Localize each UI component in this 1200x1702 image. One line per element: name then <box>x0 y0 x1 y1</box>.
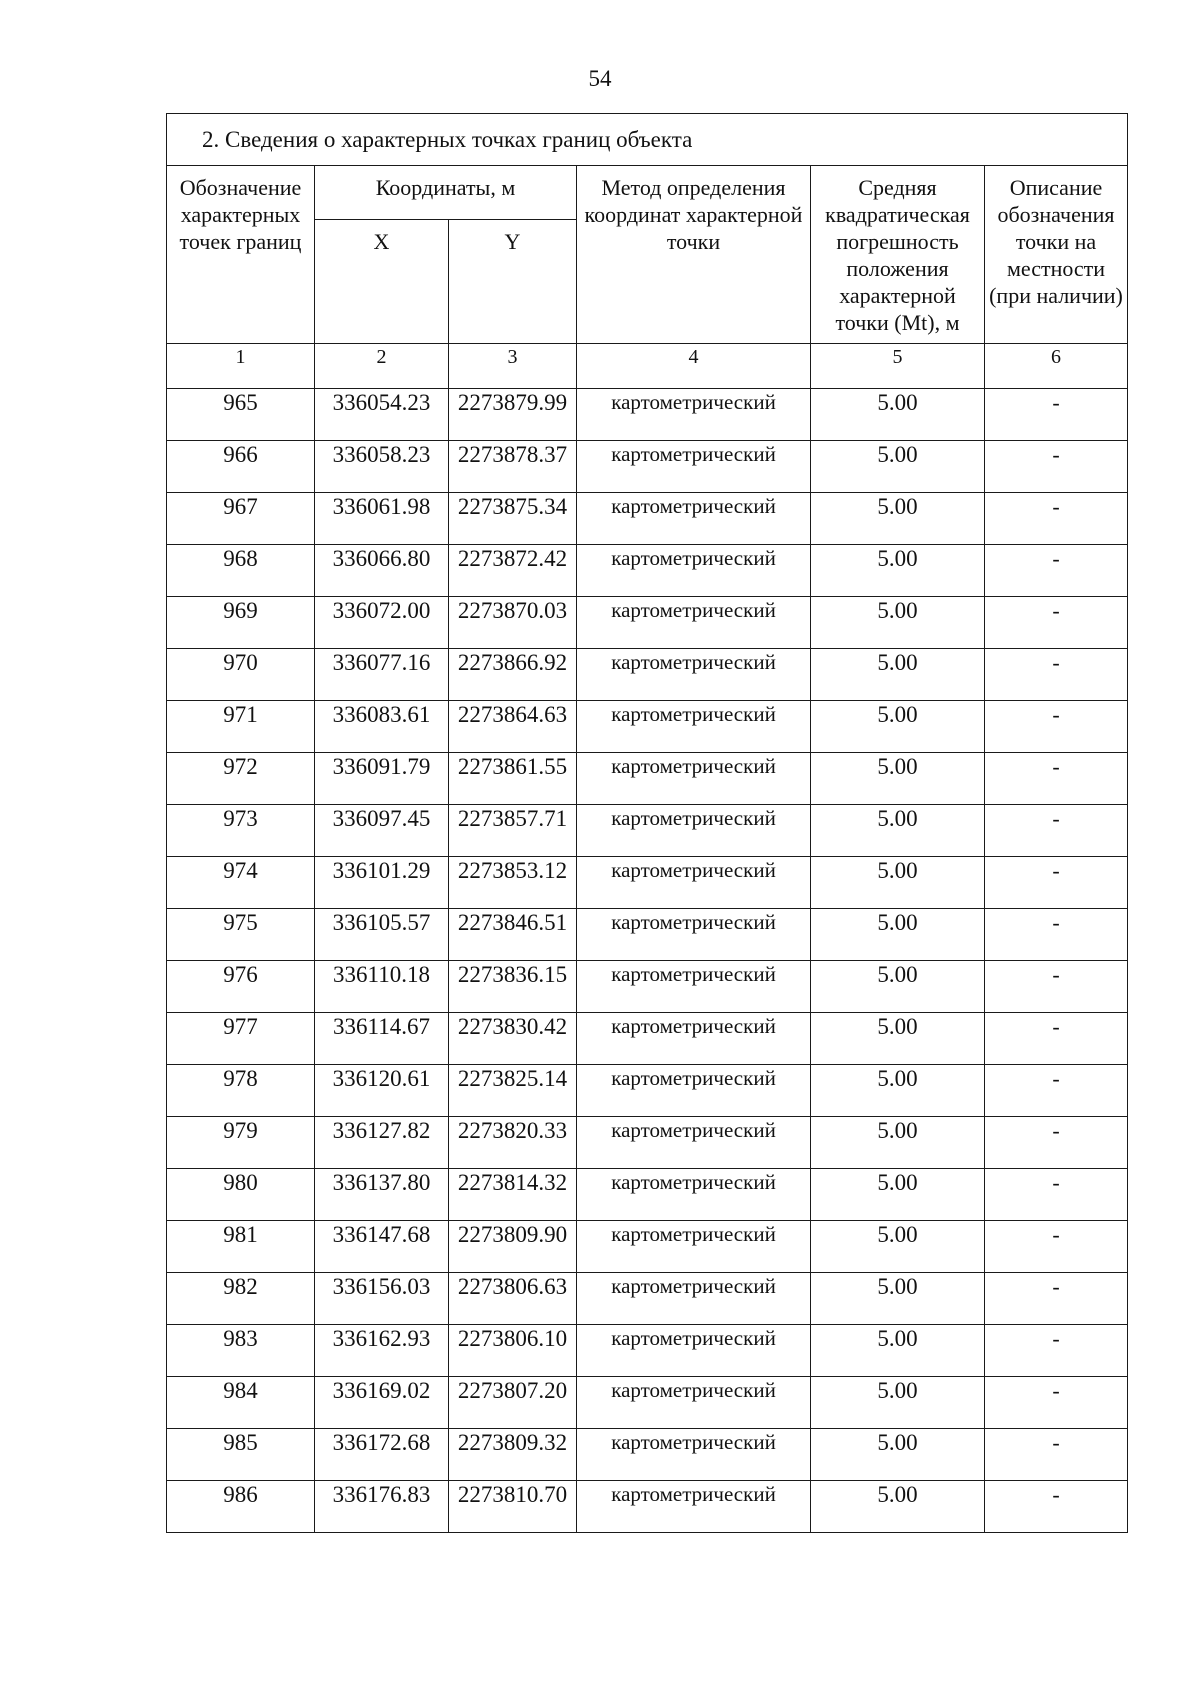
error-cell: 5.00 <box>811 1065 985 1117</box>
method-cell: картометрический <box>577 701 811 753</box>
table-row <box>167 909 1128 961</box>
y-coordinate-cell: 2273806.10 <box>449 1325 577 1377</box>
x-coordinate-cell: 336137.80 <box>315 1169 449 1221</box>
error-cell: 5.00 <box>811 1481 985 1533</box>
description-cell: - <box>985 909 1128 961</box>
method-cell: картометрический <box>577 389 811 441</box>
y-coordinate-cell: 2273825.14 <box>449 1065 577 1117</box>
column-number: 2 <box>315 344 449 389</box>
error-cell: 5.00 <box>811 1013 985 1065</box>
boundary-points-table <box>166 113 1128 1533</box>
table-row <box>167 1273 1128 1325</box>
table-row <box>167 441 1128 493</box>
column-number: 5 <box>811 344 985 389</box>
method-cell: картометрический <box>577 493 811 545</box>
method-cell: картометрический <box>577 545 811 597</box>
method-cell: картометрический <box>577 805 811 857</box>
table-title-row <box>167 114 1128 166</box>
x-coordinate-cell: 336120.61 <box>315 1065 449 1117</box>
description-cell: - <box>985 701 1128 753</box>
point-cell: 968 <box>167 545 315 597</box>
point-cell: 983 <box>167 1325 315 1377</box>
error-cell: 5.00 <box>811 961 985 1013</box>
point-cell: 980 <box>167 1169 315 1221</box>
y-coordinate-cell: 2273806.63 <box>449 1273 577 1325</box>
x-coordinate-cell: 336091.79 <box>315 753 449 805</box>
table-row <box>167 1065 1128 1117</box>
error-cell: 5.00 <box>811 649 985 701</box>
table-row <box>167 1117 1128 1169</box>
method-cell: картометрический <box>577 1169 811 1221</box>
description-cell: - <box>985 1273 1128 1325</box>
header-error: Средняя квадратическая погрешность положения характерной точки (Mt), м <box>811 166 985 344</box>
point-cell: 985 <box>167 1429 315 1481</box>
y-coordinate-cell: 2273879.99 <box>449 389 577 441</box>
y-coordinate-cell: 2273866.92 <box>449 649 577 701</box>
description-cell: - <box>985 1481 1128 1533</box>
description-cell: - <box>985 857 1128 909</box>
header-designation: Обозначение характерных точек границ <box>167 166 315 344</box>
point-cell: 977 <box>167 1013 315 1065</box>
description-cell: - <box>985 1065 1128 1117</box>
description-cell: - <box>985 545 1128 597</box>
description-cell: - <box>985 441 1128 493</box>
point-cell: 979 <box>167 1117 315 1169</box>
x-coordinate-cell: 336147.68 <box>315 1221 449 1273</box>
x-coordinate-cell: 336072.00 <box>315 597 449 649</box>
description-cell: - <box>985 1325 1128 1377</box>
header-y: Y <box>449 220 577 344</box>
point-cell: 975 <box>167 909 315 961</box>
column-numbers-row <box>167 344 1128 389</box>
table-row <box>167 805 1128 857</box>
x-coordinate-cell: 336156.03 <box>315 1273 449 1325</box>
method-cell: картометрический <box>577 1325 811 1377</box>
point-cell: 982 <box>167 1273 315 1325</box>
method-cell: картометрический <box>577 1065 811 1117</box>
description-cell: - <box>985 1221 1128 1273</box>
point-cell: 984 <box>167 1377 315 1429</box>
y-coordinate-cell: 2273846.51 <box>449 909 577 961</box>
description-cell: - <box>985 597 1128 649</box>
description-cell: - <box>985 1117 1128 1169</box>
point-cell: 966 <box>167 441 315 493</box>
x-coordinate-cell: 336110.18 <box>315 961 449 1013</box>
table-row <box>167 961 1128 1013</box>
x-coordinate-cell: 336058.23 <box>315 441 449 493</box>
error-cell: 5.00 <box>811 1377 985 1429</box>
column-number: 1 <box>167 344 315 389</box>
x-coordinate-cell: 336172.68 <box>315 1429 449 1481</box>
table-row <box>167 649 1128 701</box>
point-cell: 986 <box>167 1481 315 1533</box>
description-cell: - <box>985 1429 1128 1481</box>
error-cell: 5.00 <box>811 441 985 493</box>
method-cell: картометрический <box>577 1221 811 1273</box>
y-coordinate-cell: 2273814.32 <box>449 1169 577 1221</box>
error-cell: 5.00 <box>811 1221 985 1273</box>
error-cell: 5.00 <box>811 909 985 961</box>
error-cell: 5.00 <box>811 389 985 441</box>
description-cell: - <box>985 389 1128 441</box>
point-cell: 967 <box>167 493 315 545</box>
header-method: Метод определения координат характерной точки <box>577 166 811 344</box>
x-coordinate-cell: 336054.23 <box>315 389 449 441</box>
x-coordinate-cell: 336077.16 <box>315 649 449 701</box>
error-cell: 5.00 <box>811 753 985 805</box>
table-row <box>167 1221 1128 1273</box>
column-number: 3 <box>449 344 577 389</box>
y-coordinate-cell: 2273807.20 <box>449 1377 577 1429</box>
y-coordinate-cell: 2273861.55 <box>449 753 577 805</box>
error-cell: 5.00 <box>811 701 985 753</box>
x-coordinate-cell: 336176.83 <box>315 1481 449 1533</box>
table-row <box>167 389 1128 441</box>
error-cell: 5.00 <box>811 1169 985 1221</box>
table-row <box>167 1377 1128 1429</box>
error-cell: 5.00 <box>811 805 985 857</box>
description-cell: - <box>985 961 1128 1013</box>
table-row <box>167 1481 1128 1533</box>
x-coordinate-cell: 336162.93 <box>315 1325 449 1377</box>
x-coordinate-cell: 336114.67 <box>315 1013 449 1065</box>
error-cell: 5.00 <box>811 857 985 909</box>
header-description: Описание обозначения точки на местности (при наличии) <box>985 166 1128 344</box>
y-coordinate-cell: 2273809.90 <box>449 1221 577 1273</box>
header-x: X <box>315 220 449 344</box>
description-cell: - <box>985 1013 1128 1065</box>
table-row <box>167 545 1128 597</box>
error-cell: 5.00 <box>811 597 985 649</box>
page-number: 54 <box>588 66 612 91</box>
table-row <box>167 857 1128 909</box>
table-title: 2. Сведения о характерных точках границ объекта <box>167 114 1128 166</box>
y-coordinate-cell: 2273857.71 <box>449 805 577 857</box>
error-cell: 5.00 <box>811 1429 985 1481</box>
table-row <box>167 701 1128 753</box>
point-cell: 972 <box>167 753 315 805</box>
error-cell: 5.00 <box>811 545 985 597</box>
column-number: 6 <box>985 344 1128 389</box>
table-header-row <box>167 166 1128 220</box>
table-row <box>167 753 1128 805</box>
method-cell: картометрический <box>577 1429 811 1481</box>
y-coordinate-cell: 2273809.32 <box>449 1429 577 1481</box>
error-cell: 5.00 <box>811 1273 985 1325</box>
method-cell: картометрический <box>577 753 811 805</box>
y-coordinate-cell: 2273830.42 <box>449 1013 577 1065</box>
point-cell: 974 <box>167 857 315 909</box>
y-coordinate-cell: 2273870.03 <box>449 597 577 649</box>
description-cell: - <box>985 649 1128 701</box>
x-coordinate-cell: 336101.29 <box>315 857 449 909</box>
description-cell: - <box>985 1377 1128 1429</box>
y-coordinate-cell: 2273875.34 <box>449 493 577 545</box>
header-coordinates: Координаты, м <box>315 166 577 220</box>
method-cell: картометрический <box>577 857 811 909</box>
method-cell: картометрический <box>577 909 811 961</box>
column-number: 4 <box>577 344 811 389</box>
point-cell: 969 <box>167 597 315 649</box>
point-cell: 978 <box>167 1065 315 1117</box>
method-cell: картометрический <box>577 1013 811 1065</box>
point-cell: 981 <box>167 1221 315 1273</box>
method-cell: картометрический <box>577 1273 811 1325</box>
method-cell: картометрический <box>577 1377 811 1429</box>
y-coordinate-cell: 2273810.70 <box>449 1481 577 1533</box>
x-coordinate-cell: 336066.80 <box>315 545 449 597</box>
method-cell: картометрический <box>577 961 811 1013</box>
method-cell: картометрический <box>577 597 811 649</box>
point-cell: 976 <box>167 961 315 1013</box>
table-row <box>167 1169 1128 1221</box>
x-coordinate-cell: 336169.02 <box>315 1377 449 1429</box>
point-cell: 965 <box>167 389 315 441</box>
x-coordinate-cell: 336061.98 <box>315 493 449 545</box>
y-coordinate-cell: 2273864.63 <box>449 701 577 753</box>
table-row <box>167 1013 1128 1065</box>
error-cell: 5.00 <box>811 1117 985 1169</box>
x-coordinate-cell: 336105.57 <box>315 909 449 961</box>
y-coordinate-cell: 2273853.12 <box>449 857 577 909</box>
y-coordinate-cell: 2273878.37 <box>449 441 577 493</box>
method-cell: картометрический <box>577 649 811 701</box>
point-cell: 970 <box>167 649 315 701</box>
method-cell: картометрический <box>577 441 811 493</box>
y-coordinate-cell: 2273820.33 <box>449 1117 577 1169</box>
x-coordinate-cell: 336083.61 <box>315 701 449 753</box>
description-cell: - <box>985 1169 1128 1221</box>
y-coordinate-cell: 2273872.42 <box>449 545 577 597</box>
x-coordinate-cell: 336127.82 <box>315 1117 449 1169</box>
table-row <box>167 597 1128 649</box>
method-cell: картометрический <box>577 1117 811 1169</box>
description-cell: - <box>985 753 1128 805</box>
description-cell: - <box>985 493 1128 545</box>
method-cell: картометрический <box>577 1481 811 1533</box>
table-row <box>167 493 1128 545</box>
table-row <box>167 1429 1128 1481</box>
error-cell: 5.00 <box>811 1325 985 1377</box>
y-coordinate-cell: 2273836.15 <box>449 961 577 1013</box>
description-cell: - <box>985 805 1128 857</box>
table-row <box>167 1325 1128 1377</box>
error-cell: 5.00 <box>811 493 985 545</box>
table-body <box>167 389 1128 1533</box>
point-cell: 973 <box>167 805 315 857</box>
point-cell: 971 <box>167 701 315 753</box>
x-coordinate-cell: 336097.45 <box>315 805 449 857</box>
